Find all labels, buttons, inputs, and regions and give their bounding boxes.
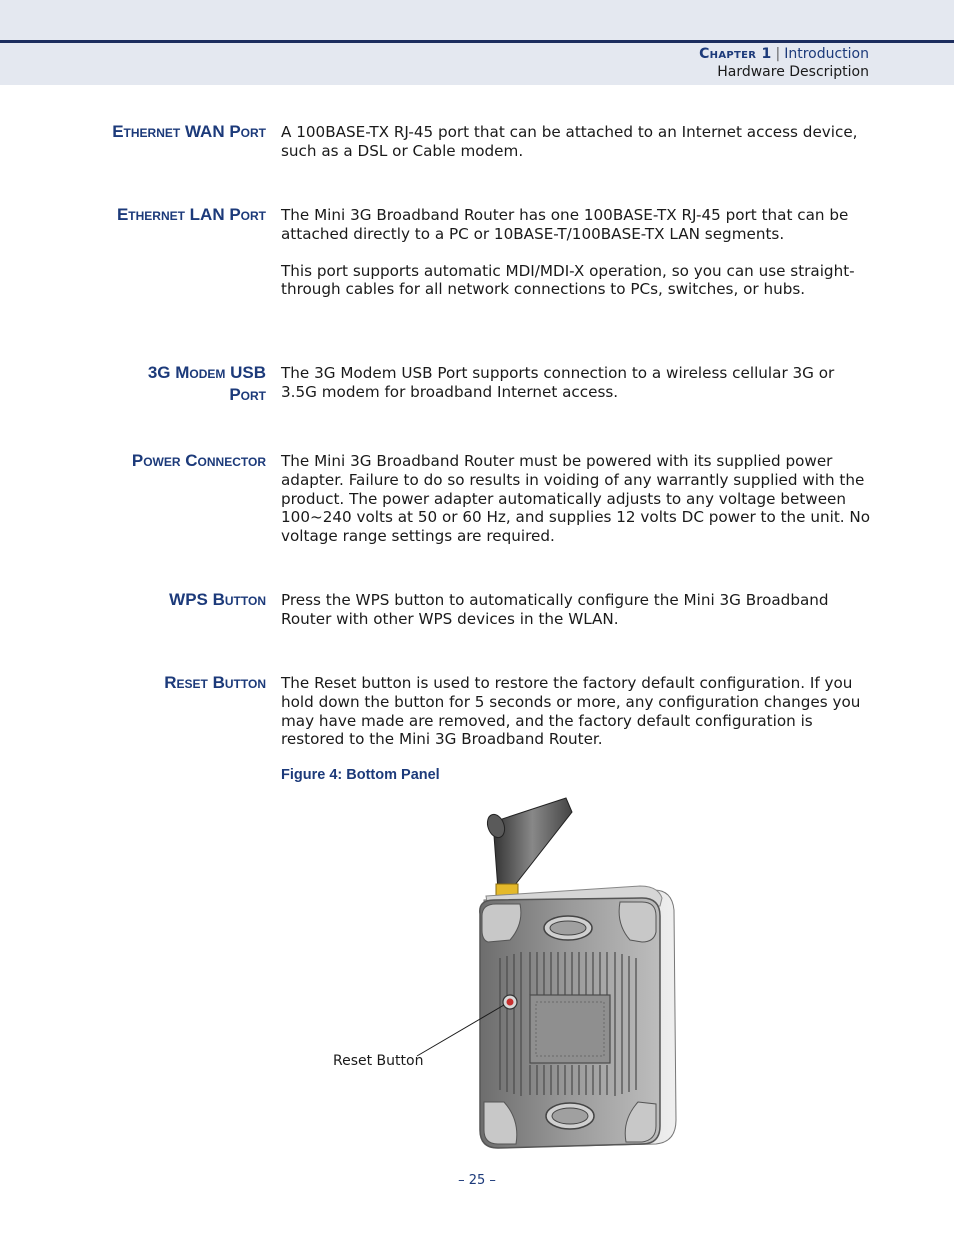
router-illustration	[320, 790, 700, 1155]
section-body	[281, 364, 871, 420]
paragraph: Press the WPS button to automatically configure the Mini 3G Broadband Router with other WPS devices in the WLAN.	[281, 591, 829, 628]
paragraph: A 100BASE-TX RJ-45 port that can be attached to an Internet access device, such as a DSL or Cable modem.	[281, 123, 858, 160]
section-body	[281, 123, 871, 179]
section-heading: Ethernet WAN Port	[112, 122, 266, 141]
section-body	[281, 452, 871, 564]
paragraph: The Reset button is used to restore the factory default configuration. If you hold down the button for 5 seconds or more, any configuration changes you may have made are removed, and the factory default configuration is restored to the Mini 3G Broadband Router.	[281, 674, 861, 749]
section-title: Hardware Description	[717, 64, 869, 80]
antenna	[484, 798, 572, 896]
section-heading: WPS Button	[169, 590, 266, 609]
section-heading: Reset Button	[164, 673, 266, 692]
header-rule	[0, 40, 954, 43]
paragraph: The Mini 3G Broadband Router has one 100BASE-TX RJ-45 port that can be attached directly to a PC or 10BASE-T/100BASE-TX LAN segments.	[281, 206, 849, 243]
figure-caption: Figure 4: Bottom Panel	[281, 767, 440, 783]
section-body	[281, 591, 871, 647]
reset-button-dot	[507, 999, 514, 1006]
running-head	[699, 45, 869, 81]
section-heading: Power Connector	[131, 451, 266, 470]
section-heading-line1: 3G Modem USB	[147, 363, 266, 382]
router-bottom-panel-figure	[320, 790, 700, 1155]
reset-button-callout: Reset Button	[333, 1053, 424, 1069]
section-body	[281, 674, 871, 767]
paragraph: The Mini 3G Broadband Router must be powered with its supplied power adapter. Failure to do so results in voiding of any warrantly supplied with the product. The power adapter automatically adjusts to any voltage between 100~240 volts at 50 or 60 Hz, and supplies 12 volts DC power to the unit. No voltage range settings are required.	[281, 452, 871, 546]
section-heading-line2: Port	[229, 385, 266, 404]
section-heading	[60, 362, 266, 406]
page-number: – 25 –	[458, 1173, 496, 1188]
chapter-label: Chapter 1	[699, 46, 772, 62]
page-header	[0, 0, 954, 85]
section-heading: Ethernet LAN Port	[116, 205, 266, 224]
paragraph: This port supports automatic MDI/MDI-X operation, so you can use straight-through cables for all network connections to PCs, switches, or hubs.	[281, 261, 855, 299]
paragraph: The 3G Modem USB Port supports connection to a wireless cellular 3G or 3.5G modem for broadband Internet access.	[281, 364, 835, 401]
section-body	[281, 206, 871, 317]
header-separator: |	[775, 46, 781, 62]
chapter-title: Introduction	[784, 46, 869, 62]
